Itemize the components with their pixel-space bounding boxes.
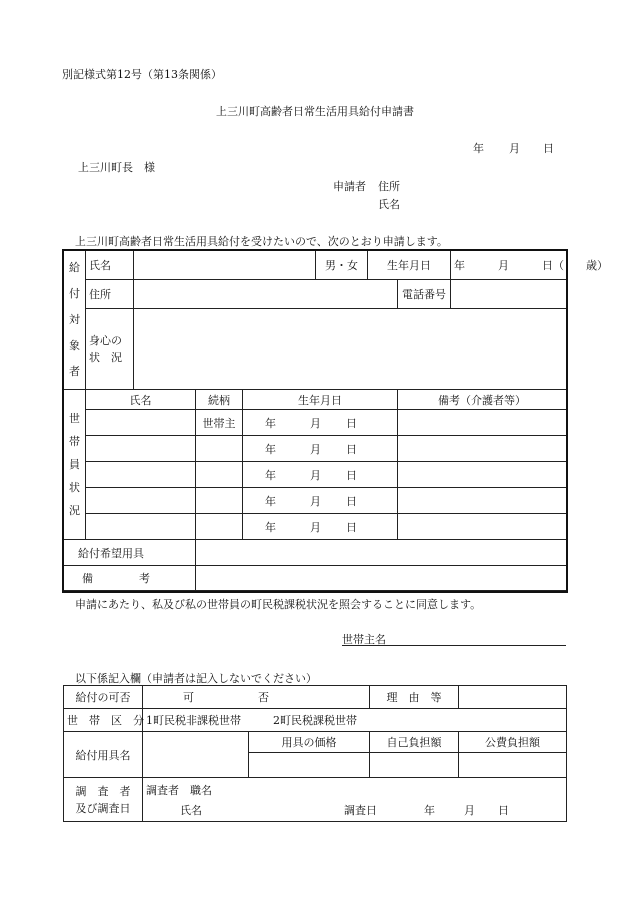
investigator-label: 調 査 者 及び調査日 xyxy=(64,778,143,822)
desired-equipment-field[interactable] xyxy=(196,540,567,566)
equipment-field[interactable] xyxy=(143,732,249,778)
remarks-field[interactable] xyxy=(196,566,567,591)
target-condition-field[interactable] xyxy=(134,309,567,390)
household-relation[interactable] xyxy=(196,514,243,540)
application-table xyxy=(63,250,609,591)
household-name-field[interactable] xyxy=(86,462,196,488)
household-note-field[interactable] xyxy=(398,488,567,514)
form-title: 上三川町高齢者日常生活用具給付申請書 xyxy=(216,105,414,118)
reason-field[interactable] xyxy=(459,686,567,709)
table-row xyxy=(64,436,567,462)
applicant-name-label: 氏名 xyxy=(378,198,400,211)
remarks-label: 備 考 xyxy=(64,566,196,591)
public-pay-label: 公費負担額 xyxy=(459,732,567,753)
investigator-title: 調査者 職名 xyxy=(146,784,212,797)
price-label: 用具の価格 xyxy=(249,732,370,753)
household-relation[interactable] xyxy=(196,488,243,514)
household-birth[interactable]: 年 月 日 xyxy=(243,436,398,462)
householder-sign-line[interactable] xyxy=(342,645,566,646)
desired-equipment-label: 給付希望用具 xyxy=(64,540,196,566)
household-relation[interactable] xyxy=(196,462,243,488)
household-name-field[interactable] xyxy=(86,410,196,436)
target-name-label: 氏名 xyxy=(86,251,134,280)
table-row xyxy=(64,488,567,514)
decision-label: 給付の可否 xyxy=(64,686,143,709)
self-pay-field[interactable] xyxy=(370,753,459,778)
date-day: 日 xyxy=(543,142,554,155)
household-header-relation: 続柄 xyxy=(196,390,243,410)
household-name-field[interactable] xyxy=(86,488,196,514)
date-year: 年 xyxy=(473,142,484,155)
equipment-label: 給付用具名 xyxy=(64,732,143,778)
addressee: 上三川町長 様 xyxy=(78,161,155,174)
investigator-name-label: 氏名 xyxy=(180,804,202,817)
price-field[interactable] xyxy=(249,753,370,778)
table-row xyxy=(64,462,567,488)
household-relation[interactable] xyxy=(196,436,243,462)
consent-text: 申請にあたり、私及び私の世帯員の町民税課税状況を照会することに同意します。 xyxy=(75,598,482,611)
household-birth[interactable]: 年 月 日 xyxy=(243,514,398,540)
target-phone-field[interactable] xyxy=(451,280,567,309)
household-category-label: 世 帯 区 分 xyxy=(64,709,143,732)
target-address-label: 住所 xyxy=(86,280,134,309)
household-note-field[interactable] xyxy=(398,410,567,436)
household-birth[interactable]: 年 月 日 xyxy=(243,410,398,436)
decision-options[interactable]: 可 否 xyxy=(143,686,370,709)
public-pay-field[interactable] xyxy=(459,753,567,778)
household-header-birth: 生年月日 xyxy=(243,390,398,410)
target-address-field[interactable] xyxy=(134,280,398,309)
household-note-field[interactable] xyxy=(398,462,567,488)
reason-label: 理 由 等 xyxy=(370,686,459,709)
table-row xyxy=(64,514,567,540)
household-note-field[interactable] xyxy=(398,514,567,540)
household-side-label: 世帯員状況 xyxy=(64,390,86,540)
household-category-options[interactable]: 1町民税非課税世帯 2町民税課税世帯 xyxy=(143,709,567,732)
form-number: 別記様式第12号（第13条関係） xyxy=(62,68,222,81)
household-name-field[interactable] xyxy=(86,514,196,540)
applicant-address-label: 住所 xyxy=(378,180,400,193)
date-month: 月 xyxy=(509,142,520,155)
investigator-field[interactable]: 調査者 職名 氏名 調査日 年 月 日 xyxy=(143,778,567,822)
target-name-field[interactable] xyxy=(134,251,316,280)
household-note-field[interactable] xyxy=(398,436,567,462)
household-birth[interactable]: 年 月 日 xyxy=(243,488,398,514)
applicant-label: 申請者 xyxy=(333,180,366,193)
target-birth-value[interactable]: 年 月 日（ 歳） xyxy=(451,251,567,280)
household-relation[interactable]: 世帯主 xyxy=(196,410,243,436)
household-name-field[interactable] xyxy=(86,436,196,462)
official-heading: 以下係記入欄（申請者は記入しないでください） xyxy=(75,672,317,685)
target-birth-label: 生年月日 xyxy=(368,251,451,280)
household-header-note: 備考（介護者等） xyxy=(398,390,567,410)
household-birth[interactable]: 年 月 日 xyxy=(243,462,398,488)
target-side-label: 給付対象者 xyxy=(64,251,86,390)
table-row xyxy=(64,410,567,436)
target-condition-label: 身心の 状 況 xyxy=(86,309,134,390)
survey-date-label: 調査日 xyxy=(344,804,377,817)
official-table xyxy=(63,685,567,822)
household-header-name: 氏名 xyxy=(86,390,196,410)
target-sex[interactable]: 男・女 xyxy=(316,251,368,280)
intro-text: 上三川町高齢者日常生活用具給付を受けたいので、次のとおり申請します。 xyxy=(75,235,448,248)
target-phone-label: 電話番号 xyxy=(398,280,451,309)
self-pay-label: 自己負担額 xyxy=(370,732,459,753)
householder-sign-label: 世帯主名 xyxy=(342,633,386,646)
